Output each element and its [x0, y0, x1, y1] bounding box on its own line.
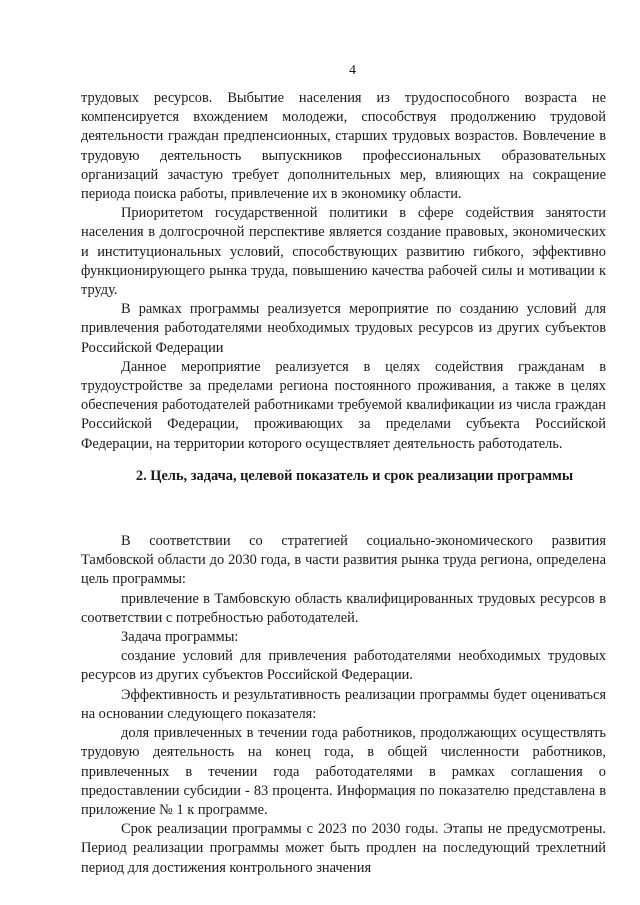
paragraph-program-measure: В рамках программы реализуется мероприятие по созданию условий для привлечения работодателями необходимых трудовых ресурсов из других субъектов Российской Федерации — [81, 301, 606, 356]
paragraph-implementation-period: Срок реализации программы с 2023 по 2030 годы. Этапы не предусмотрены. Период реализации программы может быть продлен на последующий трехлетний период для достижения контрольного значения — [81, 821, 606, 876]
paragraph-effectiveness: Эффективность и результативность реализации программы будет оцениваться на основании следующего показателя: — [81, 686, 606, 722]
paragraph-program-goal: привлечение в Тамбовскую область квалифицированных трудовых ресурсов в соответствии с потребностью работодателей. — [81, 590, 606, 626]
paragraph-indicator: доля привлеченных в течении года работников, продолжающих осуществлять трудовую деятельность на конец года, в общей численности работников, привлеченных в течении года работодателями в рамках соглашения о предоставлении субсидии - 83 процента. Информация по показателю представлена в приложение № 1 к программе. — [81, 725, 606, 818]
paragraph-labor-resources: трудовых ресурсов. Выбытие населения из трудоспособного возраста не компенсируется вхождением молодежи, способствуя продолжению трудовой деятельности граждан предпенсионных, старших трудовых возрастов. Вовлечение в трудовую деятельность выпускников профессиональных образовательных организаций зачастую требует дополнительных мер, влияющих на сокращение периода поиска работы, привлечение их в экономику области. — [81, 90, 606, 203]
page-number: 4 — [349, 63, 356, 78]
paragraph-state-policy-priority: Приоритетом государственной политики в сфере содействия занятости населения в долгосрочной перспективе является создание правовых, экономических и институциональных условий, способствующих развитию гибкого, эффективно функционирующего рынка труда, повышению качества рабочей силы и мотивации к труду. — [81, 205, 606, 299]
paragraph-measure-purpose: Данное мероприятие реализуется в целях содействия гражданам в трудоустройстве за пределами региона постоянного проживания, а также в целях обеспечения работодателей работниками требуемой квалификации из числа граждан Российской Федерации, проживающих за пределами субъекта Российской Федерации, на территории которого осуществляет деятельность работодатель. — [81, 358, 606, 452]
paragraph-strategy: В соответствии со стратегией социально-экономического развития Тамбовской области до 2030 года, в части развития рынка труда региона, определена цель программы: — [81, 533, 606, 588]
paragraph-program-task: создание условий для привлечения работодателями необходимых трудовых ресурсов из других субъектов Российской Федерации. — [81, 648, 606, 684]
paragraph-task-label: Задача программы: — [121, 629, 239, 646]
section-heading: 2. Цель, задача, целевой показатель и срок реализации программы — [135, 467, 574, 484]
